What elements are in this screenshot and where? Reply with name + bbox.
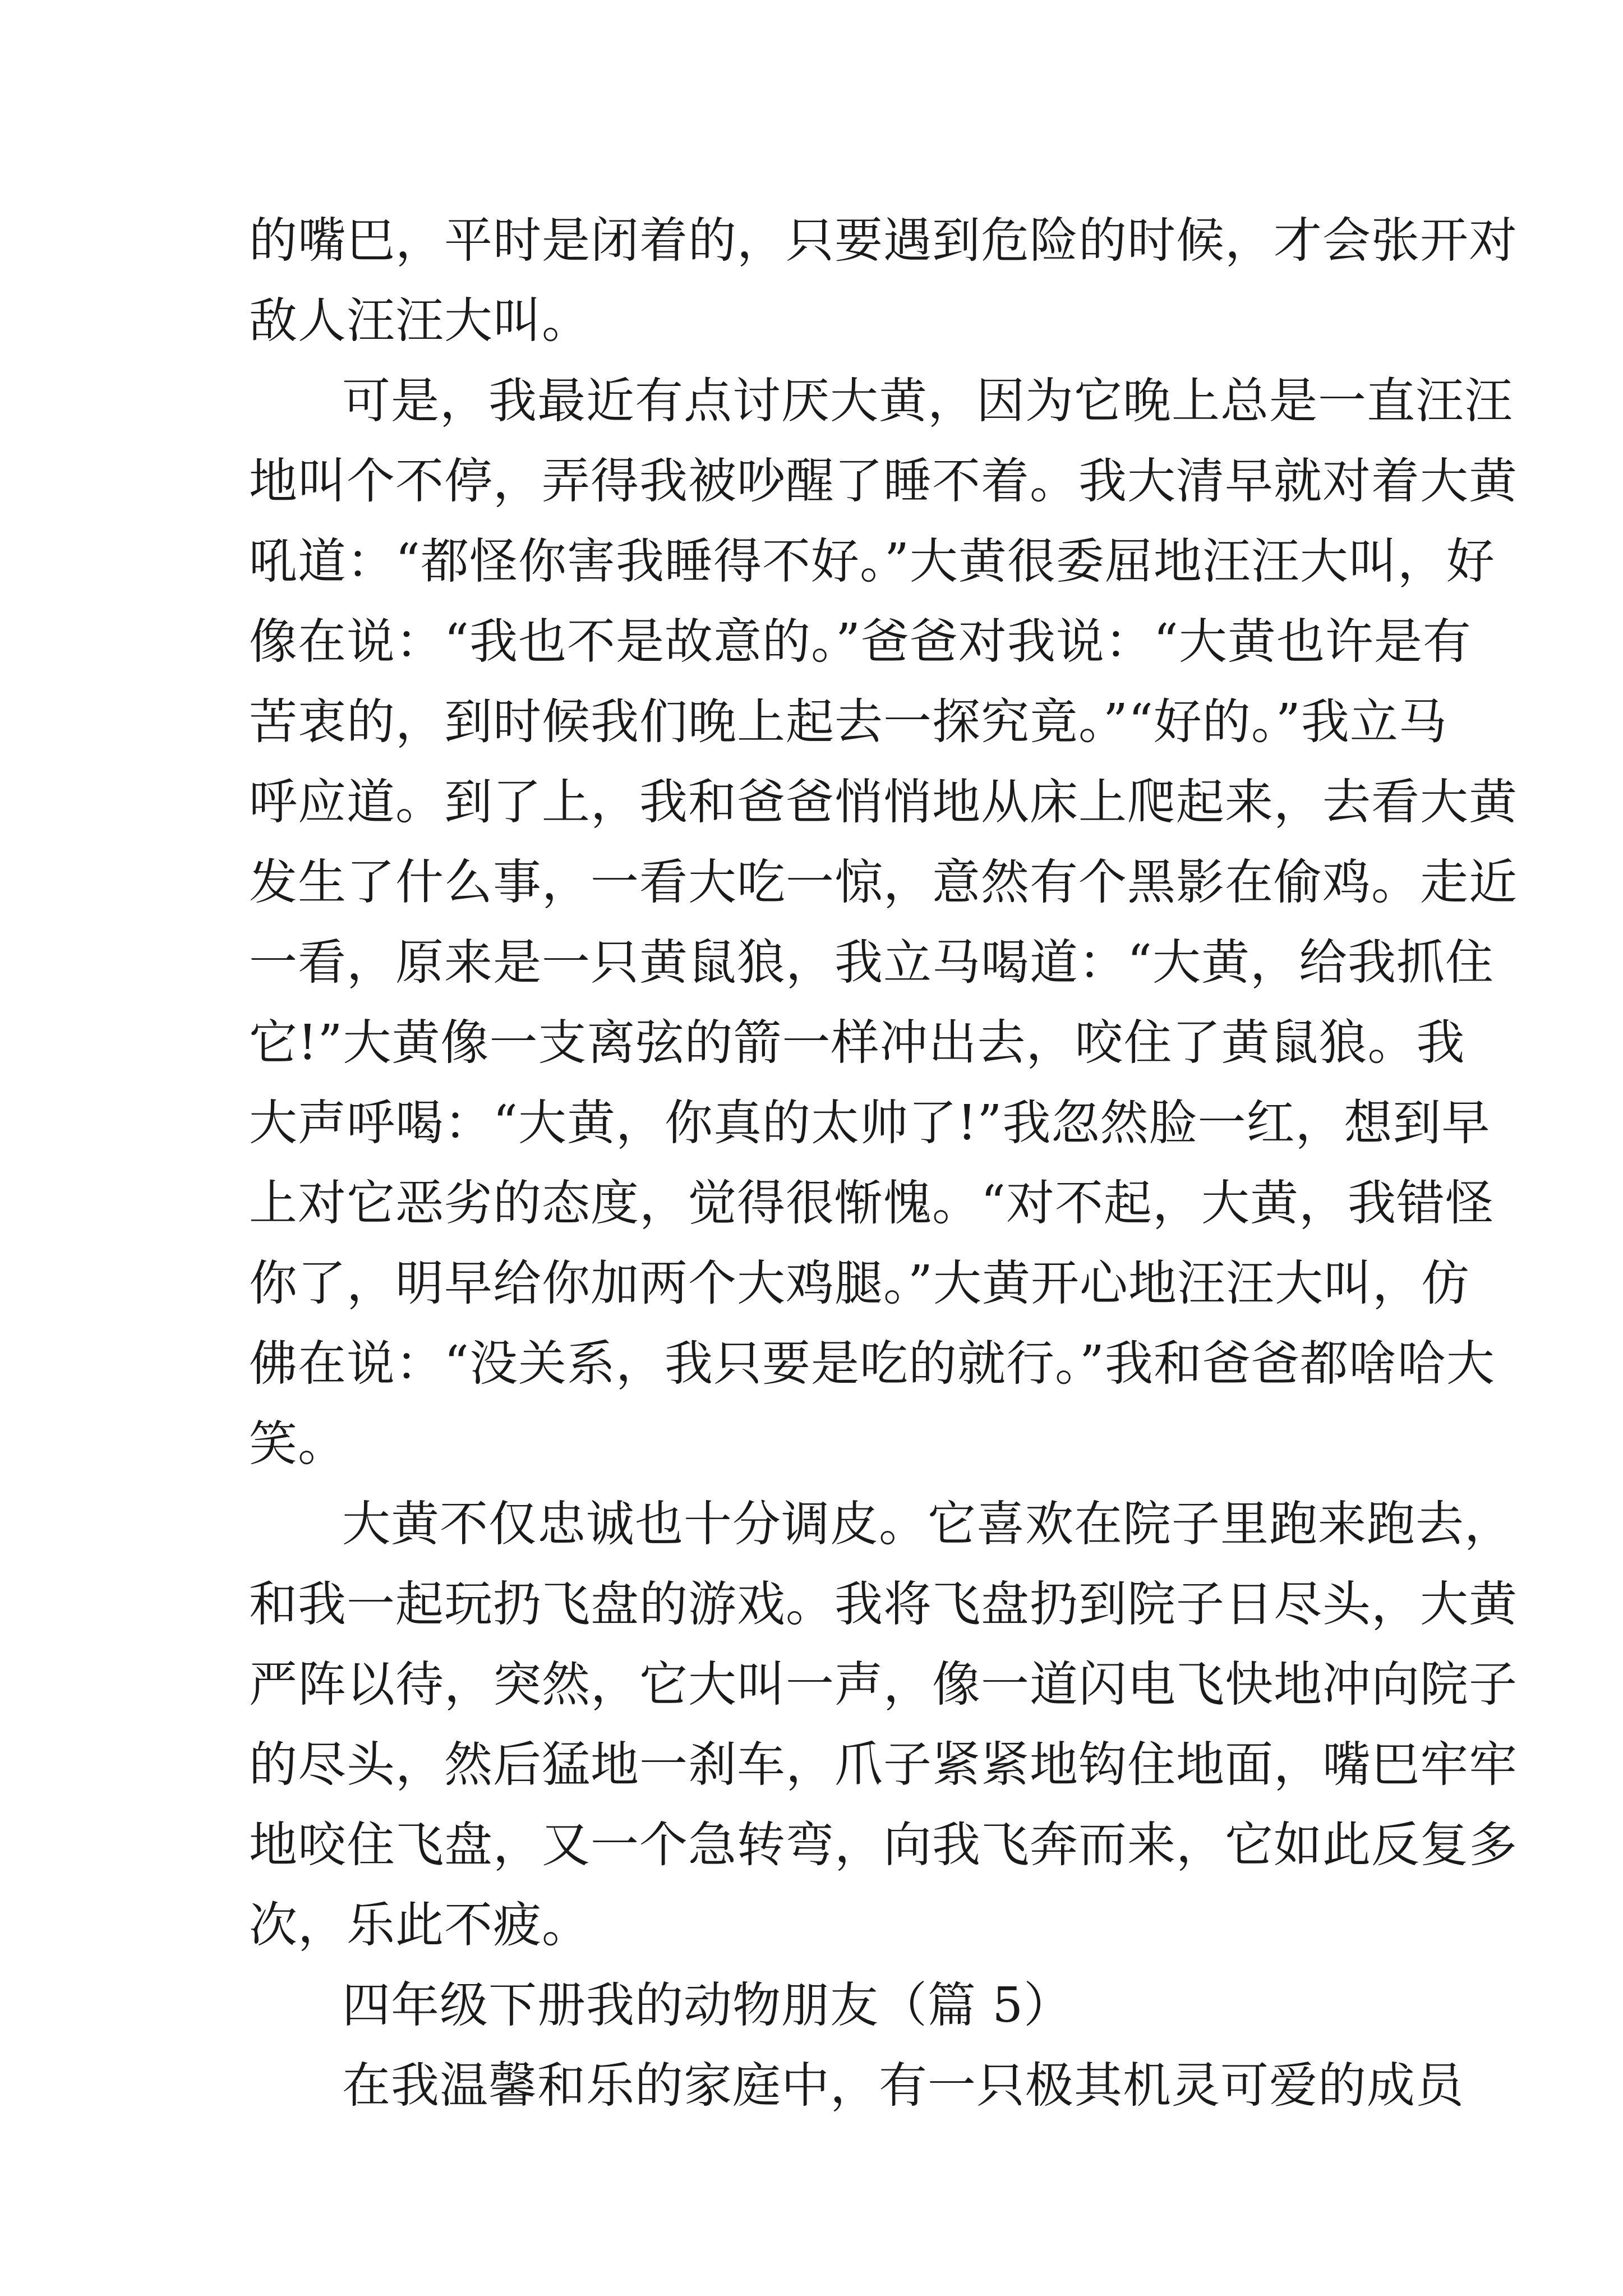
text-line: 地咬住飞盘，又一个急转弯，向我飞奔而来，它如此反复多 (249, 1817, 1518, 1873)
text-line: 一看，原来是一只黄鼠狼，我立马喝道：“大黄，给我抓住 (249, 935, 1494, 991)
text-line: 次，乐此不疲。 (249, 1897, 591, 1953)
text-line: 佛在说：“没关系，我只要是吃的就行。”我和爸爸都啥哈大 (249, 1336, 1495, 1392)
document-body (249, 201, 1518, 2126)
text-line: 它!”大黄像一支离弦的箭一样冲出去，咬住了黄鼠狼。我 (249, 1015, 1465, 1071)
text-line: 像在说：“我也不是故意的。”爸爸对我说：“大黄也许是有 (249, 614, 1472, 670)
text-line: 大声呼喝：“大黄，你真的太帅了!”我忽然脸一红，想到早 (249, 1095, 1491, 1151)
text-line: 严阵以待，突然，它大叫一声，像一道闪电飞快地冲向院子 (249, 1657, 1518, 1713)
text-line: 你了，明早给你加两个大鸡腿。”大黄开心地汪汪大叫，仿 (249, 1255, 1470, 1312)
text-line: 发生了什么事，一看大吃一惊，意然有个黑影在偷鸡。走近 (249, 854, 1518, 910)
paragraph-start-line: 可是，我最近有点讨厌大黄，因为它晚上总是一直汪汪 (342, 373, 1513, 429)
text-line: 的嘴巴，平时是闭着的，只要遇到危险的时候，才会张开对 (249, 213, 1518, 269)
text-line: 呼应道。到了上，我和爸爸悄悄地从床上爬起来，去看大黄 (249, 774, 1518, 830)
text-line: 地叫个不停，弄得我被吵醒了睡不着。我大清早就对着大黄 (249, 453, 1518, 509)
paragraph-start-line: 大黄不仅忠诚也十分调皮。它喜欢在院子里跑来跑去， (342, 1496, 1513, 1552)
text-line: 和我一起玩扔飞盘的游戏。我将飞盘扔到院子日尽头，大黄 (249, 1576, 1518, 1632)
text-line: 吼道：“都怪你害我睡得不好。”大黄很委屈地汪汪大叫，好 (249, 533, 1495, 590)
text-line: 敌人汪汪大叫。 (249, 293, 591, 349)
paragraph-start-line: 在我温馨和乐的家庭中，有一只极其机灵可爱的成员 (342, 2058, 1464, 2114)
text-line: 苦衷的，到时候我们晚上起去一探究竟。”“好的。”我立马 (249, 694, 1447, 750)
text-line: 的尽头，然后猛地一刹车，爪子紧紧地钩住地面，嘴巴牢牢 (249, 1737, 1518, 1793)
section-heading: 四年级下册我的动物朋友（篇 5） (342, 1977, 1073, 2033)
text-line: 上对它恶劣的态度，觉得很惭愧。“对不起，大黄，我错怪 (249, 1175, 1494, 1231)
text-line: 笑。 (249, 1416, 347, 1472)
